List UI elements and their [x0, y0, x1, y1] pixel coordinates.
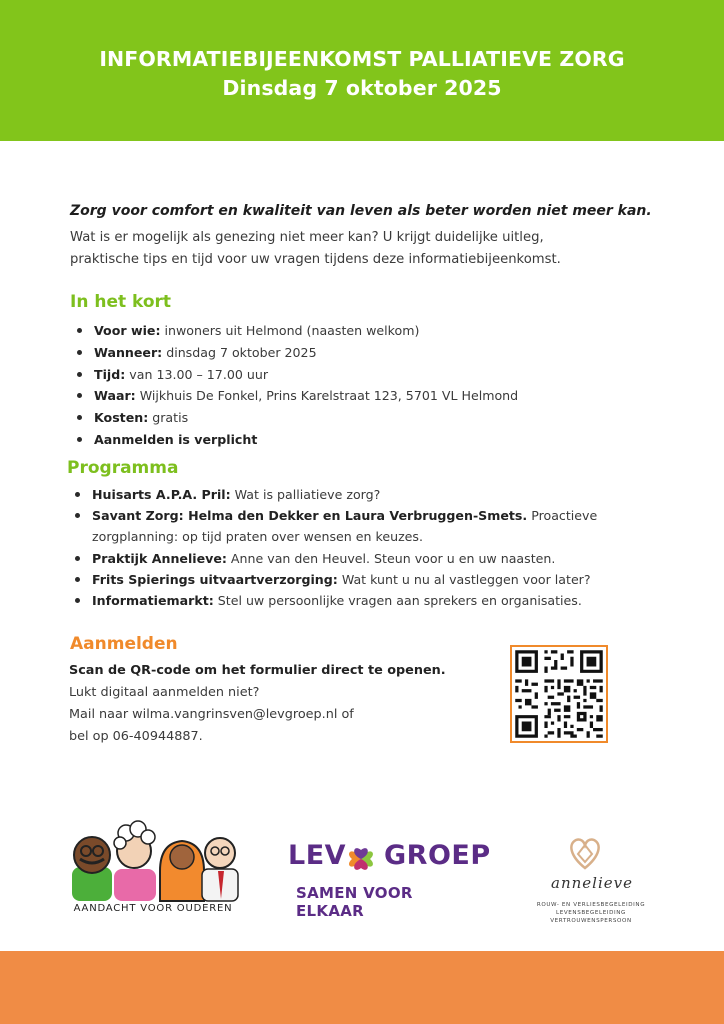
list-item	[76, 385, 676, 407]
section-title-in-het-kort: In het kort	[70, 292, 172, 312]
item-label: Praktijk Annelieve:	[92, 550, 227, 566]
annelieve-service: VERTROUWENSPERSOON	[550, 918, 632, 924]
section-title-aanmelden: Aanmelden	[70, 634, 178, 654]
item-text: inwoners uit Helmond (naasten welkom)	[160, 323, 420, 338]
clover-hearts-icon	[340, 844, 382, 874]
intro-tagline: Zorg voor comfort en kwaliteit van leven als beter worden niet meer kan.	[70, 203, 652, 219]
list-item	[76, 320, 676, 342]
aanmelden-info	[69, 660, 489, 748]
item-text: van 13.00 – 17.00 uur	[125, 366, 268, 382]
page-title: INFORMATIEBIJEENKOMST PALLIATIEVE ZORG	[99, 47, 625, 71]
list-item	[74, 569, 634, 590]
item-label: Savant Zorg: Helma den Dekker en Laura Verbruggen-Smets.	[92, 508, 528, 524]
aandacht-logo-text: AANDACHT VOOR OUDEREN	[73, 903, 233, 914]
list-item	[76, 429, 676, 451]
item-text: Anne van den Heuvel. Steun voor u en uw naasten.	[226, 550, 556, 566]
section-title-programma: Programma	[67, 458, 179, 478]
annelieve-service: ROUW- EN VERLIESBEGELEIDING	[536, 902, 646, 908]
email-text[interactable]: Mail naar wilma.vangrinsven@levgroep.nl of	[69, 707, 354, 722]
item-text: gratis	[148, 410, 189, 426]
list-item	[74, 590, 634, 611]
item-label: Tijd:	[94, 366, 126, 382]
item-label: Huisarts A.P.A. Pril:	[92, 487, 231, 502]
header-banner	[0, 0, 724, 141]
list-item	[76, 407, 676, 429]
item-label: Frits Spierings uitvaartverzorging:	[92, 571, 338, 587]
item-text: Wijkhuis De Fonkel, Prins Karelstraat 123, 5701 VL Helmond	[135, 388, 519, 404]
item-label: Voor wie:	[94, 323, 161, 338]
list-item	[74, 484, 634, 505]
qr-code[interactable]	[510, 645, 608, 743]
qr-code-icon	[512, 647, 606, 741]
programma-list	[74, 484, 634, 611]
item-text: Proactieve zorgplanning: op tijd praten over wensen en keuzes.	[92, 508, 598, 545]
item-label: Waar:	[94, 388, 136, 404]
intro-text	[70, 227, 670, 271]
in-het-kort-list	[76, 320, 676, 451]
annelieve-script-text: annelieve	[551, 874, 633, 892]
item-text: dinsdag 7 oktober 2025	[162, 344, 317, 360]
phone-text[interactable]: bel op 06-40944887.	[69, 729, 203, 744]
list-item	[74, 505, 634, 547]
list-item	[76, 342, 676, 364]
item-label: Wanneer:	[94, 344, 163, 360]
item-label: Kosten:	[94, 410, 149, 426]
item-text: Wat kunt u nu al vastleggen voor later?	[337, 571, 591, 587]
intro-line: praktische tips en tijd voor uw vragen tijdens deze informatiebijeenkomst.	[70, 252, 561, 267]
lev-groep-wordmark	[288, 840, 491, 874]
qr-instruction: Scan de QR-code om het formulier direct te openen.	[69, 663, 446, 678]
list-item	[76, 364, 676, 386]
fallback-text: Lukt digitaal aanmelden niet?	[69, 685, 260, 700]
annelieve-service: LEVENSBEGELEIDING	[556, 910, 626, 916]
list-item	[74, 548, 634, 569]
elderly-people-illustration-icon	[62, 815, 244, 903]
heart-knot-icon	[564, 832, 606, 874]
annelieve-logo	[516, 832, 666, 932]
lev-text: LEV	[288, 840, 347, 871]
lev-groep-logo	[288, 832, 491, 920]
aandacht-voor-ouderen-logo	[62, 815, 244, 923]
item-label: Informatiemarkt:	[92, 593, 214, 609]
groep-text: GROEP	[384, 840, 491, 871]
lev-tagline: SAMEN VOOR ELKAAR	[296, 884, 413, 920]
item-text: Wat is palliatieve zorg?	[230, 487, 381, 502]
footer-band	[0, 951, 724, 1024]
intro-line: Wat is er mogelijk als genezing niet meer kan? U krijgt duidelijke uitleg,	[70, 230, 544, 245]
event-date: Dinsdag 7 oktober 2025	[222, 76, 502, 100]
item-label: Aanmelden is verplicht	[94, 431, 258, 447]
item-text: Stel uw persoonlijke vragen aan sprekers en organisaties.	[213, 593, 582, 609]
